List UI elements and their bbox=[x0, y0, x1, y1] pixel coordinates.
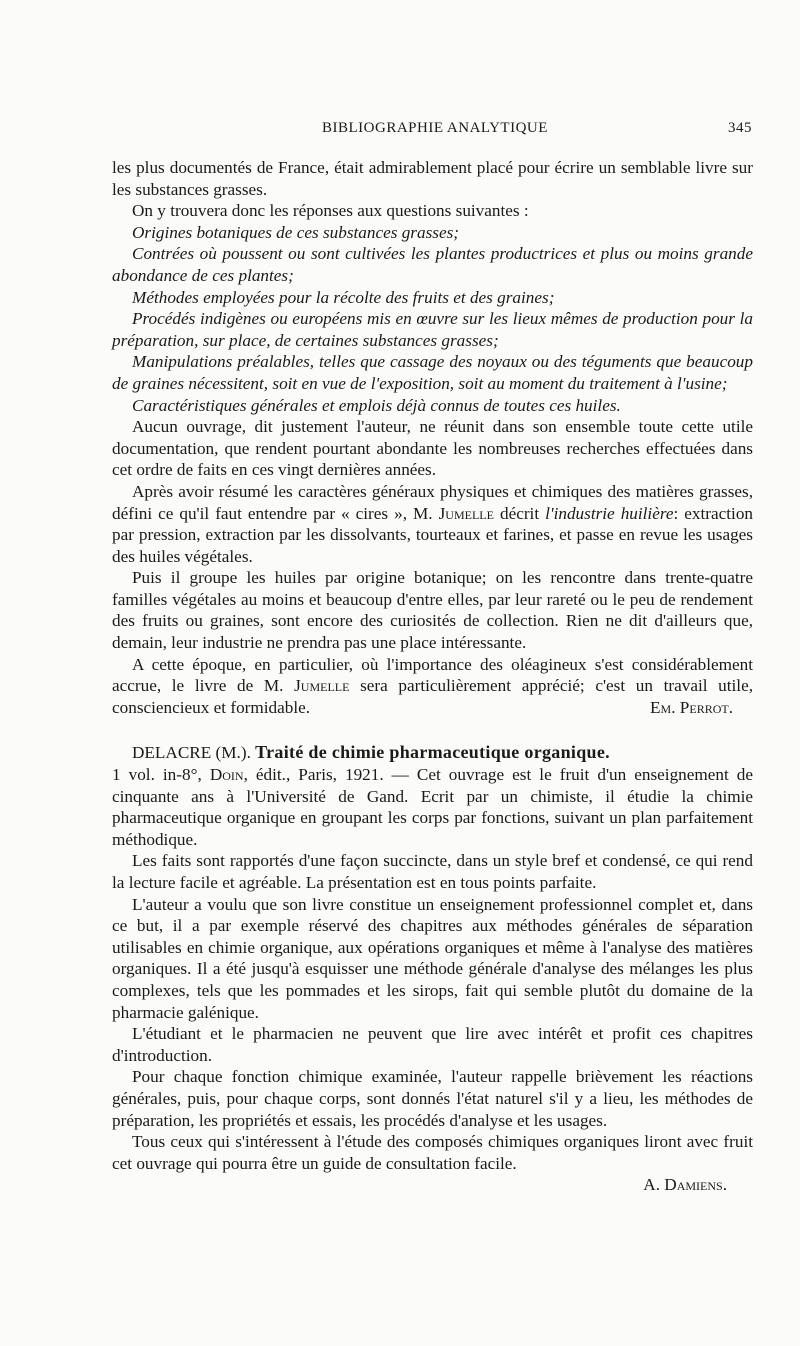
question-item: Manipulations préalables, telles que cassage des noyaux ou des téguments que beaucoup de graines nécessitent, soit en vue de l'exposition, soit au moment du traitement à l'usine; bbox=[112, 352, 753, 393]
apres-text-1: Après avoir résumé les caractères généraux physiques et chimiques des matières grasses, défini ce qu'il faut entendre par « cires », M. bbox=[112, 481, 753, 523]
review2-paragraph-tous: Tous ceux qui s'intéressent à l'étude des composés chimiques organiques liront avec fruit cet ouvrage qui pourra être un guide de consultation facile. bbox=[112, 1132, 753, 1173]
cette-text-2: sera particulièrement apprécié; c'est un travail utile, consciencieux et formidable. bbox=[112, 676, 754, 717]
review2-pub-2: , édit., Paris, 1921. — Cet ouvrage est le fruit d'un enseignement de cinquante ans à l'Université de Gand. Ecrit par un chimiste, il étudie la chimie pharmaceutique organique en groupant les corps par fonctions, suivant un plan parfaitement méthodique. bbox=[112, 765, 754, 849]
header-title: BIBLIOGRAPHIE ANALYTIQUE bbox=[322, 120, 548, 136]
apres-italic: l'industrie huilière bbox=[545, 503, 674, 523]
review2-publisher: Doin bbox=[209, 765, 244, 785]
page-number: 345 bbox=[728, 120, 752, 136]
author-name-jumelle-2: Jumelle bbox=[294, 676, 350, 696]
review1-questions-lead: On y trouvera donc les réponses aux questions suivantes : bbox=[132, 201, 529, 221]
question-item: Origines botaniques de ces substances grasses; bbox=[132, 222, 460, 242]
review1-paragraph-cette bbox=[112, 654, 753, 719]
question-item: Méthodes employées pour la récolte des fruits et des graines; bbox=[132, 287, 555, 307]
cette-text-1: A cette époque, en particulier, où l'importance des oléagineux s'est considérablement accrue, le livre de M. bbox=[112, 654, 753, 696]
review1-paragraph-apres bbox=[112, 481, 753, 567]
question-item: Procédés indigènes ou européens mis en œuvre sur les lieux mêmes de production pour la préparation, sur place, de certaines substances grasses; bbox=[112, 309, 753, 350]
review2-paragraph-pour: Pour chaque fonction chimique examinée, l'auteur rappelle brièvement les réactions générales, puis, pour chaque corps, sont donnés l'état naturel s'il y a lieu, les méthodes de préparation, les propriétés et essais, les procédés d'analyse et les usages. bbox=[112, 1067, 753, 1130]
author-name-jumelle: Jumelle bbox=[438, 503, 494, 523]
review2-author: DELACRE (M.). bbox=[132, 743, 251, 763]
page-body bbox=[112, 157, 753, 1196]
review2-paragraph-auteur: L'auteur a voulu que son livre constitue un enseignement professionnel complet et, dans ce but, il a par exemple réservé des chapitres aux méthodes générales de séparation utilisables en chimie organique, aux opérations organiques et même à l'analyse des matières organiques. Il a été jusqu'à esquisser une méthode générale d'analyse des mélanges les plus complexes, tels que les pommades et les sirops, fait qui semble plutôt du domaine de la pharmacie galénique. bbox=[112, 894, 753, 1022]
question-item: Caractéristiques générales et emplois déjà connus de toutes ces huiles. bbox=[132, 395, 621, 415]
review1-intro: les plus documentés de France, était admirablement placé pour écrire un semblable livre sur les substances grasses. bbox=[112, 158, 753, 199]
review2-pub-1: 1 vol. in-8°, bbox=[112, 765, 202, 785]
review2-paragraph-faits: Les faits sont rapportés d'une façon succincte, dans un style bref et condensé, ce qui rend la lecture facile et agréable. La présentation est en tous points parfaite. bbox=[112, 851, 753, 892]
review2-paragraph-etudiant: L'étudiant et le pharmacien ne peuvent que lire avec intérêt et profit ces chapitres d'introduction. bbox=[112, 1024, 753, 1065]
apres-text-2: décrit bbox=[499, 503, 540, 523]
review2-heading bbox=[112, 742, 753, 850]
review1-paragraph-puis: Puis il groupe les huiles par origine botanique; on les rencontre dans trente-quatre familles végétales au moins et beaucoup d'entre elles, par leur rareté ou le peu de rendement des fruits ou graines, sont encore des curiosités de collection. Rien ne dit d'ailleurs que, demain, leur industrie ne prendra pas une place intéressante. bbox=[112, 568, 753, 653]
apres-text-3: : extraction par pression, extraction par les dissolvants, tourteaux et farines, et passe en revue les usages des huiles végétales. bbox=[112, 503, 754, 566]
review2-book-title: Traité de chimie pharmaceutique organique. bbox=[255, 742, 610, 763]
running-header bbox=[112, 120, 752, 142]
section-gap bbox=[112, 718, 753, 742]
question-item: Contrées où poussent ou sont cultivées les plantes productrices et plus ou moins grande abondance de ces plantes; bbox=[112, 244, 753, 285]
review2-signature: A. Damiens. bbox=[643, 1175, 727, 1195]
review1-paragraph-aucun: Aucun ouvrage, dit justement l'auteur, ne réunit dans son ensemble toute cette utile documentation, que rendent pourtant abondante les nombreuses recherches effectuées dans cet ordre de faits en ces vingt dernières années. bbox=[112, 417, 753, 480]
review1-signature: Em. Perrot. bbox=[650, 697, 733, 717]
